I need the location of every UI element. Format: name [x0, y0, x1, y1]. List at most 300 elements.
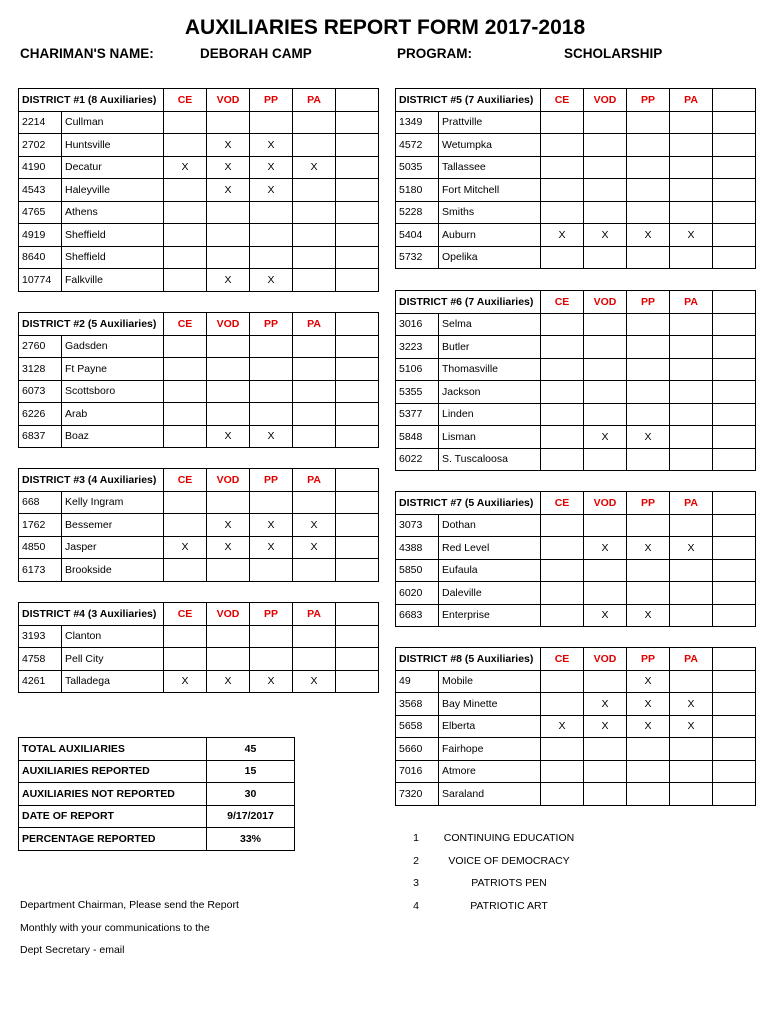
- auxiliary-number: 4190: [19, 156, 62, 179]
- report-mark-cell[interactable]: X: [584, 693, 627, 716]
- report-mark-cell[interactable]: [584, 111, 627, 134]
- blank-cell: [713, 604, 756, 627]
- auxiliary-city: Linden: [439, 403, 541, 426]
- report-mark-cell[interactable]: X: [207, 514, 250, 537]
- blank-cell: [336, 201, 379, 224]
- report-mark-cell[interactable]: X: [627, 224, 670, 247]
- report-mark-cell[interactable]: [627, 358, 670, 381]
- blank-cell: [336, 89, 379, 112]
- auxiliary-number: 5180: [396, 179, 439, 202]
- report-mark-cell[interactable]: X: [584, 224, 627, 247]
- report-mark-cell[interactable]: [293, 491, 336, 514]
- auxiliary-number: 5850: [396, 559, 439, 582]
- program-label: PROGRAM:: [397, 46, 472, 61]
- auxiliary-city: Selma: [439, 313, 541, 336]
- table-row: [19, 559, 379, 582]
- auxiliary-city: Eufaula: [439, 559, 541, 582]
- report-mark-cell[interactable]: [627, 134, 670, 157]
- report-mark-cell[interactable]: [627, 313, 670, 336]
- report-mark-cell[interactable]: X: [207, 134, 250, 157]
- blank-cell: [336, 514, 379, 537]
- district-table: [395, 491, 756, 627]
- report-mark-cell[interactable]: [250, 111, 293, 134]
- report-mark-cell[interactable]: [627, 738, 670, 761]
- report-mark-cell[interactable]: [670, 156, 713, 179]
- report-mark-cell[interactable]: X: [541, 224, 584, 247]
- report-mark-cell[interactable]: [627, 559, 670, 582]
- report-mark-cell[interactable]: [207, 358, 250, 381]
- report-mark-cell[interactable]: [670, 738, 713, 761]
- report-mark-cell[interactable]: X: [584, 715, 627, 738]
- report-mark-cell[interactable]: [207, 246, 250, 269]
- report-mark-cell[interactable]: [250, 358, 293, 381]
- report-mark-cell[interactable]: [250, 335, 293, 358]
- blank-cell: [713, 179, 756, 202]
- report-mark-cell[interactable]: [670, 582, 713, 605]
- column-header: CE: [541, 492, 584, 515]
- report-mark-cell[interactable]: [250, 201, 293, 224]
- auxiliary-city: S. Tuscaloosa: [439, 448, 541, 471]
- table-row: [19, 224, 379, 247]
- table-row: [19, 491, 379, 514]
- report-mark-cell[interactable]: [293, 111, 336, 134]
- report-mark-cell[interactable]: [584, 448, 627, 471]
- report-mark-cell[interactable]: [627, 111, 670, 134]
- district-name: DISTRICT #8 (5 Auxiliaries): [396, 648, 541, 671]
- auxiliary-number: 7320: [396, 783, 439, 806]
- legend-text: PATRIOTIC ART: [470, 899, 548, 912]
- report-mark-cell[interactable]: [207, 625, 250, 648]
- report-mark-cell[interactable]: X: [670, 224, 713, 247]
- auxiliary-city: Falkville: [62, 269, 164, 292]
- district-table: [18, 468, 379, 582]
- report-mark-cell[interactable]: [207, 224, 250, 247]
- report-mark-cell[interactable]: X: [207, 179, 250, 202]
- auxiliary-number: 3223: [396, 336, 439, 359]
- report-mark-cell[interactable]: [293, 201, 336, 224]
- report-mark-cell[interactable]: [164, 491, 207, 514]
- report-mark-cell[interactable]: X: [293, 536, 336, 559]
- report-mark-cell[interactable]: [670, 134, 713, 157]
- report-mark-cell[interactable]: X: [250, 134, 293, 157]
- report-mark-cell[interactable]: [584, 738, 627, 761]
- report-mark-cell[interactable]: [164, 111, 207, 134]
- blank-cell: [713, 537, 756, 560]
- report-mark-cell[interactable]: [250, 648, 293, 671]
- report-mark-cell[interactable]: [584, 246, 627, 269]
- report-mark-cell[interactable]: [541, 111, 584, 134]
- report-mark-cell[interactable]: [627, 514, 670, 537]
- report-mark-cell[interactable]: [627, 760, 670, 783]
- blank-cell: [336, 380, 379, 403]
- report-mark-cell[interactable]: [164, 403, 207, 426]
- table-row: [396, 224, 756, 247]
- blank-cell: [336, 603, 379, 626]
- report-mark-cell[interactable]: [627, 448, 670, 471]
- report-mark-cell[interactable]: [584, 156, 627, 179]
- district-table: [18, 602, 379, 693]
- district-name: DISTRICT #6 (7 Auxiliaries): [396, 291, 541, 314]
- column-header: CE: [164, 603, 207, 626]
- auxiliary-city: Bessemer: [62, 514, 164, 537]
- report-mark-cell[interactable]: [541, 313, 584, 336]
- report-mark-cell[interactable]: [670, 179, 713, 202]
- report-mark-cell[interactable]: [207, 403, 250, 426]
- report-mark-cell[interactable]: [541, 201, 584, 224]
- report-mark-cell[interactable]: [627, 179, 670, 202]
- report-mark-cell[interactable]: [541, 403, 584, 426]
- report-mark-cell[interactable]: [207, 648, 250, 671]
- column-header: PA: [293, 603, 336, 626]
- report-mark-cell[interactable]: [584, 582, 627, 605]
- report-mark-cell[interactable]: [164, 514, 207, 537]
- auxiliary-city: Clanton: [62, 625, 164, 648]
- report-mark-cell[interactable]: [541, 514, 584, 537]
- table-row: [396, 559, 756, 582]
- auxiliary-number: 7016: [396, 760, 439, 783]
- report-mark-cell[interactable]: [293, 403, 336, 426]
- report-mark-cell[interactable]: [164, 335, 207, 358]
- district-table: [395, 290, 756, 471]
- report-mark-cell[interactable]: X: [250, 156, 293, 179]
- blank-cell: [713, 670, 756, 693]
- report-mark-cell[interactable]: [670, 403, 713, 426]
- report-mark-cell[interactable]: [584, 358, 627, 381]
- summary-row: [19, 828, 295, 851]
- report-mark-cell[interactable]: [670, 604, 713, 627]
- report-mark-cell[interactable]: [164, 201, 207, 224]
- report-mark-cell[interactable]: X: [627, 715, 670, 738]
- note-line: Dept Secretary - email: [20, 944, 125, 956]
- auxiliary-number: 4758: [19, 648, 62, 671]
- report-mark-cell[interactable]: [584, 313, 627, 336]
- summary-value: 15: [207, 760, 295, 783]
- table-row: [396, 111, 756, 134]
- report-mark-cell[interactable]: [164, 179, 207, 202]
- report-mark-cell[interactable]: [164, 559, 207, 582]
- auxiliary-number: 2760: [19, 335, 62, 358]
- report-mark-cell[interactable]: X: [293, 670, 336, 693]
- report-mark-cell[interactable]: [627, 246, 670, 269]
- blank-cell: [336, 246, 379, 269]
- report-mark-cell[interactable]: [670, 246, 713, 269]
- report-mark-cell[interactable]: [250, 625, 293, 648]
- report-mark-cell[interactable]: [541, 582, 584, 605]
- report-mark-cell[interactable]: [584, 179, 627, 202]
- report-mark-cell[interactable]: [250, 403, 293, 426]
- report-mark-cell[interactable]: X: [627, 604, 670, 627]
- table-row: [396, 693, 756, 716]
- column-header: CE: [164, 313, 207, 336]
- report-mark-cell[interactable]: X: [670, 693, 713, 716]
- report-mark-cell[interactable]: [207, 201, 250, 224]
- report-mark-cell[interactable]: [627, 336, 670, 359]
- report-mark-cell[interactable]: X: [584, 604, 627, 627]
- auxiliary-number: 3073: [396, 514, 439, 537]
- report-mark-cell[interactable]: [584, 514, 627, 537]
- district-name: DISTRICT #2 (5 Auxiliaries): [19, 313, 164, 336]
- column-header: PP: [250, 469, 293, 492]
- report-mark-cell[interactable]: [670, 670, 713, 693]
- report-mark-cell[interactable]: [670, 514, 713, 537]
- report-mark-cell[interactable]: X: [164, 536, 207, 559]
- report-mark-cell[interactable]: [293, 224, 336, 247]
- report-mark-cell[interactable]: [164, 269, 207, 292]
- report-mark-cell[interactable]: [541, 179, 584, 202]
- auxiliary-city: Prattville: [439, 111, 541, 134]
- report-mark-cell[interactable]: X: [207, 156, 250, 179]
- report-mark-cell[interactable]: [164, 134, 207, 157]
- report-mark-cell[interactable]: [584, 381, 627, 404]
- report-mark-cell[interactable]: X: [627, 670, 670, 693]
- column-header: VOD: [207, 603, 250, 626]
- report-mark-cell[interactable]: [627, 783, 670, 806]
- table-row: [396, 783, 756, 806]
- report-mark-cell[interactable]: [250, 559, 293, 582]
- blank-cell: [713, 291, 756, 314]
- auxiliary-number: 5848: [396, 426, 439, 449]
- table-row: [396, 514, 756, 537]
- report-mark-cell[interactable]: [293, 335, 336, 358]
- auxiliary-number: 5658: [396, 715, 439, 738]
- report-mark-cell[interactable]: [164, 224, 207, 247]
- column-header: PA: [293, 89, 336, 112]
- report-mark-cell[interactable]: X: [584, 537, 627, 560]
- report-mark-cell[interactable]: [250, 380, 293, 403]
- report-mark-cell[interactable]: [584, 783, 627, 806]
- auxiliary-number: 3128: [19, 358, 62, 381]
- column-header: CE: [541, 89, 584, 112]
- report-mark-cell[interactable]: [627, 582, 670, 605]
- column-header: VOD: [207, 469, 250, 492]
- report-mark-cell[interactable]: [207, 335, 250, 358]
- report-mark-cell[interactable]: X: [250, 179, 293, 202]
- district-header-row: [396, 648, 756, 671]
- report-mark-cell[interactable]: [584, 670, 627, 693]
- report-mark-cell[interactable]: [541, 336, 584, 359]
- auxiliary-number: 6173: [19, 559, 62, 582]
- report-mark-cell[interactable]: [584, 403, 627, 426]
- report-mark-cell[interactable]: X: [293, 514, 336, 537]
- district-name: DISTRICT #5 (7 Auxiliaries): [396, 89, 541, 112]
- report-mark-cell[interactable]: X: [164, 156, 207, 179]
- report-mark-cell[interactable]: [670, 336, 713, 359]
- report-mark-cell[interactable]: [627, 381, 670, 404]
- report-mark-cell[interactable]: [627, 201, 670, 224]
- report-mark-cell[interactable]: X: [293, 156, 336, 179]
- district-header-row: [396, 89, 756, 112]
- auxiliary-city: Huntsville: [62, 134, 164, 157]
- report-mark-cell[interactable]: [670, 111, 713, 134]
- report-mark-cell[interactable]: [207, 111, 250, 134]
- report-mark-cell[interactable]: X: [584, 426, 627, 449]
- district-name: DISTRICT #7 (5 Auxiliaries): [396, 492, 541, 515]
- report-mark-cell[interactable]: [541, 537, 584, 560]
- report-mark-cell[interactable]: X: [207, 536, 250, 559]
- auxiliary-city: Dothan: [439, 514, 541, 537]
- auxiliary-number: 4261: [19, 670, 62, 693]
- summary-row: [19, 805, 295, 828]
- report-mark-cell[interactable]: [670, 313, 713, 336]
- report-mark-cell[interactable]: [250, 246, 293, 269]
- report-mark-cell[interactable]: [670, 783, 713, 806]
- table-row: [396, 381, 756, 404]
- report-mark-cell[interactable]: [293, 358, 336, 381]
- report-mark-cell[interactable]: [164, 625, 207, 648]
- auxiliary-number: 10774: [19, 269, 62, 292]
- table-row: [396, 760, 756, 783]
- blank-cell: [336, 670, 379, 693]
- report-mark-cell[interactable]: [541, 670, 584, 693]
- report-mark-cell[interactable]: [584, 559, 627, 582]
- blank-cell: [336, 403, 379, 426]
- summary-value: 45: [207, 738, 295, 761]
- column-header: CE: [541, 648, 584, 671]
- report-mark-cell[interactable]: [541, 426, 584, 449]
- report-mark-cell[interactable]: [670, 358, 713, 381]
- district-name: DISTRICT #4 (3 Auxiliaries): [19, 603, 164, 626]
- district-header-row: [396, 291, 756, 314]
- report-mark-cell[interactable]: [207, 559, 250, 582]
- report-mark-cell[interactable]: [541, 783, 584, 806]
- report-mark-cell[interactable]: [293, 559, 336, 582]
- report-mark-cell[interactable]: X: [207, 670, 250, 693]
- report-mark-cell[interactable]: X: [164, 670, 207, 693]
- report-mark-cell[interactable]: [541, 156, 584, 179]
- auxiliary-city: Gadsden: [62, 335, 164, 358]
- blank-cell: [713, 224, 756, 247]
- report-mark-cell[interactable]: [541, 381, 584, 404]
- blank-cell: [713, 715, 756, 738]
- report-mark-cell[interactable]: [670, 426, 713, 449]
- report-mark-cell[interactable]: X: [250, 536, 293, 559]
- table-row: [19, 246, 379, 269]
- report-mark-cell[interactable]: [164, 648, 207, 671]
- blank-cell: [713, 426, 756, 449]
- column-header: VOD: [207, 89, 250, 112]
- auxiliary-city: Athens: [62, 201, 164, 224]
- report-mark-cell[interactable]: [164, 425, 207, 448]
- report-mark-cell[interactable]: [250, 224, 293, 247]
- table-row: [396, 179, 756, 202]
- report-mark-cell[interactable]: [541, 134, 584, 157]
- blank-cell: [713, 89, 756, 112]
- report-mark-cell[interactable]: [207, 380, 250, 403]
- column-header: PP: [627, 89, 670, 112]
- auxiliary-city: Saraland: [439, 783, 541, 806]
- report-mark-cell[interactable]: [293, 380, 336, 403]
- report-mark-cell[interactable]: [541, 760, 584, 783]
- report-mark-cell[interactable]: [670, 448, 713, 471]
- auxiliary-number: 4919: [19, 224, 62, 247]
- auxiliary-city: Opelika: [439, 246, 541, 269]
- report-mark-cell[interactable]: [584, 760, 627, 783]
- report-mark-cell[interactable]: X: [207, 269, 250, 292]
- report-mark-cell[interactable]: [164, 246, 207, 269]
- report-mark-cell[interactable]: X: [250, 514, 293, 537]
- report-mark-cell[interactable]: [293, 179, 336, 202]
- report-mark-cell[interactable]: X: [250, 425, 293, 448]
- report-mark-cell[interactable]: X: [541, 715, 584, 738]
- report-mark-cell[interactable]: X: [627, 537, 670, 560]
- auxiliary-city: Haleyville: [62, 179, 164, 202]
- report-mark-cell[interactable]: [541, 693, 584, 716]
- report-mark-cell[interactable]: [584, 134, 627, 157]
- report-mark-cell[interactable]: [207, 491, 250, 514]
- auxiliary-number: 1349: [396, 111, 439, 134]
- report-mark-cell[interactable]: X: [207, 425, 250, 448]
- report-mark-cell[interactable]: [541, 246, 584, 269]
- report-mark-cell[interactable]: [627, 156, 670, 179]
- chairman-label: CHARIMAN'S NAME:: [20, 46, 154, 61]
- blank-cell: [336, 224, 379, 247]
- column-header: PP: [250, 603, 293, 626]
- report-mark-cell[interactable]: [250, 491, 293, 514]
- column-header: PA: [293, 313, 336, 336]
- blank-cell: [713, 783, 756, 806]
- report-mark-cell[interactable]: [541, 604, 584, 627]
- report-mark-cell[interactable]: [293, 269, 336, 292]
- report-mark-cell[interactable]: [164, 358, 207, 381]
- column-header: PP: [250, 313, 293, 336]
- blank-cell: [713, 246, 756, 269]
- legend-text: VOICE OF DEMOCRACY: [448, 854, 570, 867]
- page-title: AUXILIARIES REPORT FORM 2017-2018: [184, 16, 586, 39]
- report-mark-cell[interactable]: X: [670, 537, 713, 560]
- auxiliary-number: 4543: [19, 179, 62, 202]
- auxiliary-city: Smiths: [439, 201, 541, 224]
- report-mark-cell[interactable]: [293, 425, 336, 448]
- report-mark-cell[interactable]: [584, 201, 627, 224]
- district-header-row: [19, 603, 379, 626]
- report-mark-cell[interactable]: [670, 201, 713, 224]
- report-mark-cell[interactable]: [164, 380, 207, 403]
- auxiliary-number: 6073: [19, 380, 62, 403]
- column-header: PP: [627, 291, 670, 314]
- column-header: PA: [670, 492, 713, 515]
- auxiliary-city: Red Level: [439, 537, 541, 560]
- report-mark-cell[interactable]: X: [627, 426, 670, 449]
- auxiliary-number: 5106: [396, 358, 439, 381]
- report-mark-cell[interactable]: [670, 559, 713, 582]
- report-mark-cell[interactable]: [541, 738, 584, 761]
- report-mark-cell[interactable]: [541, 358, 584, 381]
- chairman-value: DEBORAH CAMP: [200, 46, 312, 61]
- column-header: PA: [670, 291, 713, 314]
- blank-cell: [336, 179, 379, 202]
- report-mark-cell[interactable]: [541, 448, 584, 471]
- summary-label: TOTAL AUXILIARIES: [19, 738, 207, 761]
- report-mark-cell[interactable]: [293, 134, 336, 157]
- report-mark-cell[interactable]: [293, 625, 336, 648]
- report-mark-cell[interactable]: [293, 246, 336, 269]
- report-mark-cell[interactable]: X: [250, 670, 293, 693]
- report-mark-cell[interactable]: [627, 403, 670, 426]
- blank-cell: [713, 111, 756, 134]
- table-row: [396, 604, 756, 627]
- report-mark-cell[interactable]: X: [670, 715, 713, 738]
- report-mark-cell[interactable]: [670, 760, 713, 783]
- report-mark-cell[interactable]: X: [250, 269, 293, 292]
- report-mark-cell[interactable]: [584, 336, 627, 359]
- auxiliary-number: 5732: [396, 246, 439, 269]
- report-mark-cell[interactable]: [541, 559, 584, 582]
- column-header: PA: [293, 469, 336, 492]
- report-mark-cell[interactable]: [670, 381, 713, 404]
- table-row: [19, 269, 379, 292]
- report-mark-cell[interactable]: [293, 648, 336, 671]
- report-mark-cell[interactable]: X: [627, 693, 670, 716]
